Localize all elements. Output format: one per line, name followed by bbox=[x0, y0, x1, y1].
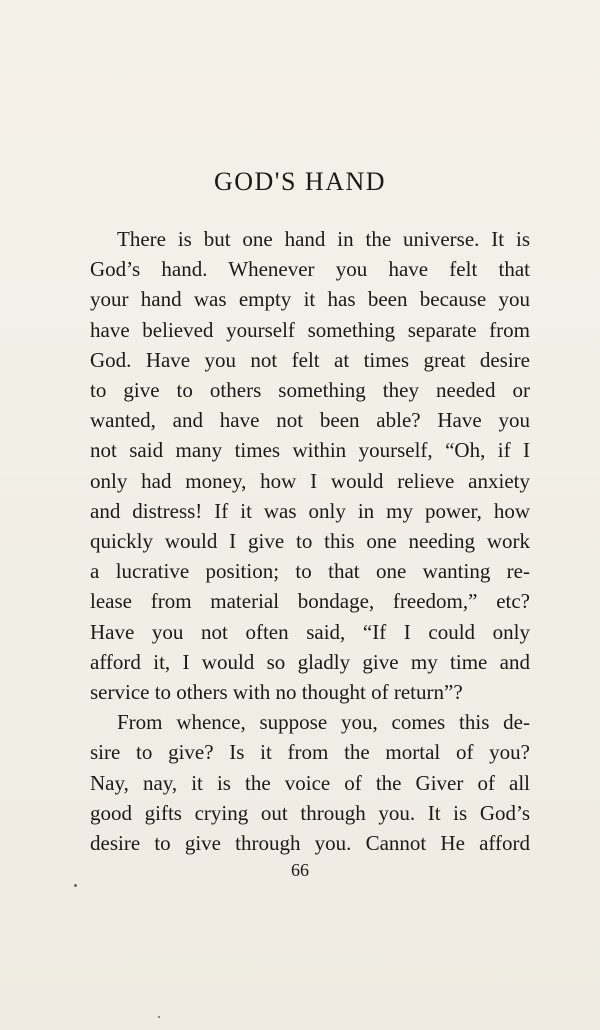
text-line: and distress! If it was only in my power, how bbox=[90, 498, 530, 523]
chapter-title: GOD'S HAND bbox=[213, 167, 387, 196]
text-line: afford it, I would so gladly give my time and bbox=[90, 649, 530, 674]
text-line: quickly would I give to this one needing work bbox=[90, 529, 530, 554]
text-line: God’s hand. Whenever you have felt that bbox=[90, 257, 530, 282]
text-line: not said many times within yourself, “Oh, if I bbox=[90, 438, 530, 463]
text-line: a lucrative position; to that one wanting re- bbox=[90, 559, 530, 584]
text-line: only had money, how I would relieve anxiety bbox=[90, 468, 530, 493]
text-line: good gifts crying out through you. It is God’s bbox=[90, 800, 530, 825]
text-line: have believed yourself something separate from bbox=[90, 317, 530, 342]
text-line: Have you not often said, “If I could only bbox=[90, 619, 530, 644]
text-line: From whence, suppose you, comes this de- bbox=[117, 710, 530, 735]
text-line: service to others with no thought of return”? bbox=[90, 680, 463, 705]
text-line: God. Have you not felt at times great desire bbox=[90, 347, 530, 372]
page-number: 66 bbox=[291, 860, 309, 880]
paper-speck bbox=[74, 884, 77, 887]
text-line: sire to give? Is it from the mortal of you? bbox=[90, 740, 530, 765]
text-line: There is but one hand in the universe. It is bbox=[117, 227, 530, 251]
text-line: your hand was empty it has been because you bbox=[90, 287, 530, 312]
text-line: to give to others something they needed or bbox=[90, 378, 530, 403]
body-text bbox=[90, 224, 530, 858]
paper-speck bbox=[158, 1016, 160, 1018]
text-line: Nay, nay, it is the voice of the Giver of all bbox=[90, 770, 530, 795]
text-line: wanted, and have not been able? Have you bbox=[90, 408, 530, 433]
text-line: desire to give through you. Cannot He afford bbox=[90, 831, 530, 856]
text-line: lease from material bondage, freedom,” etc? bbox=[90, 589, 530, 614]
